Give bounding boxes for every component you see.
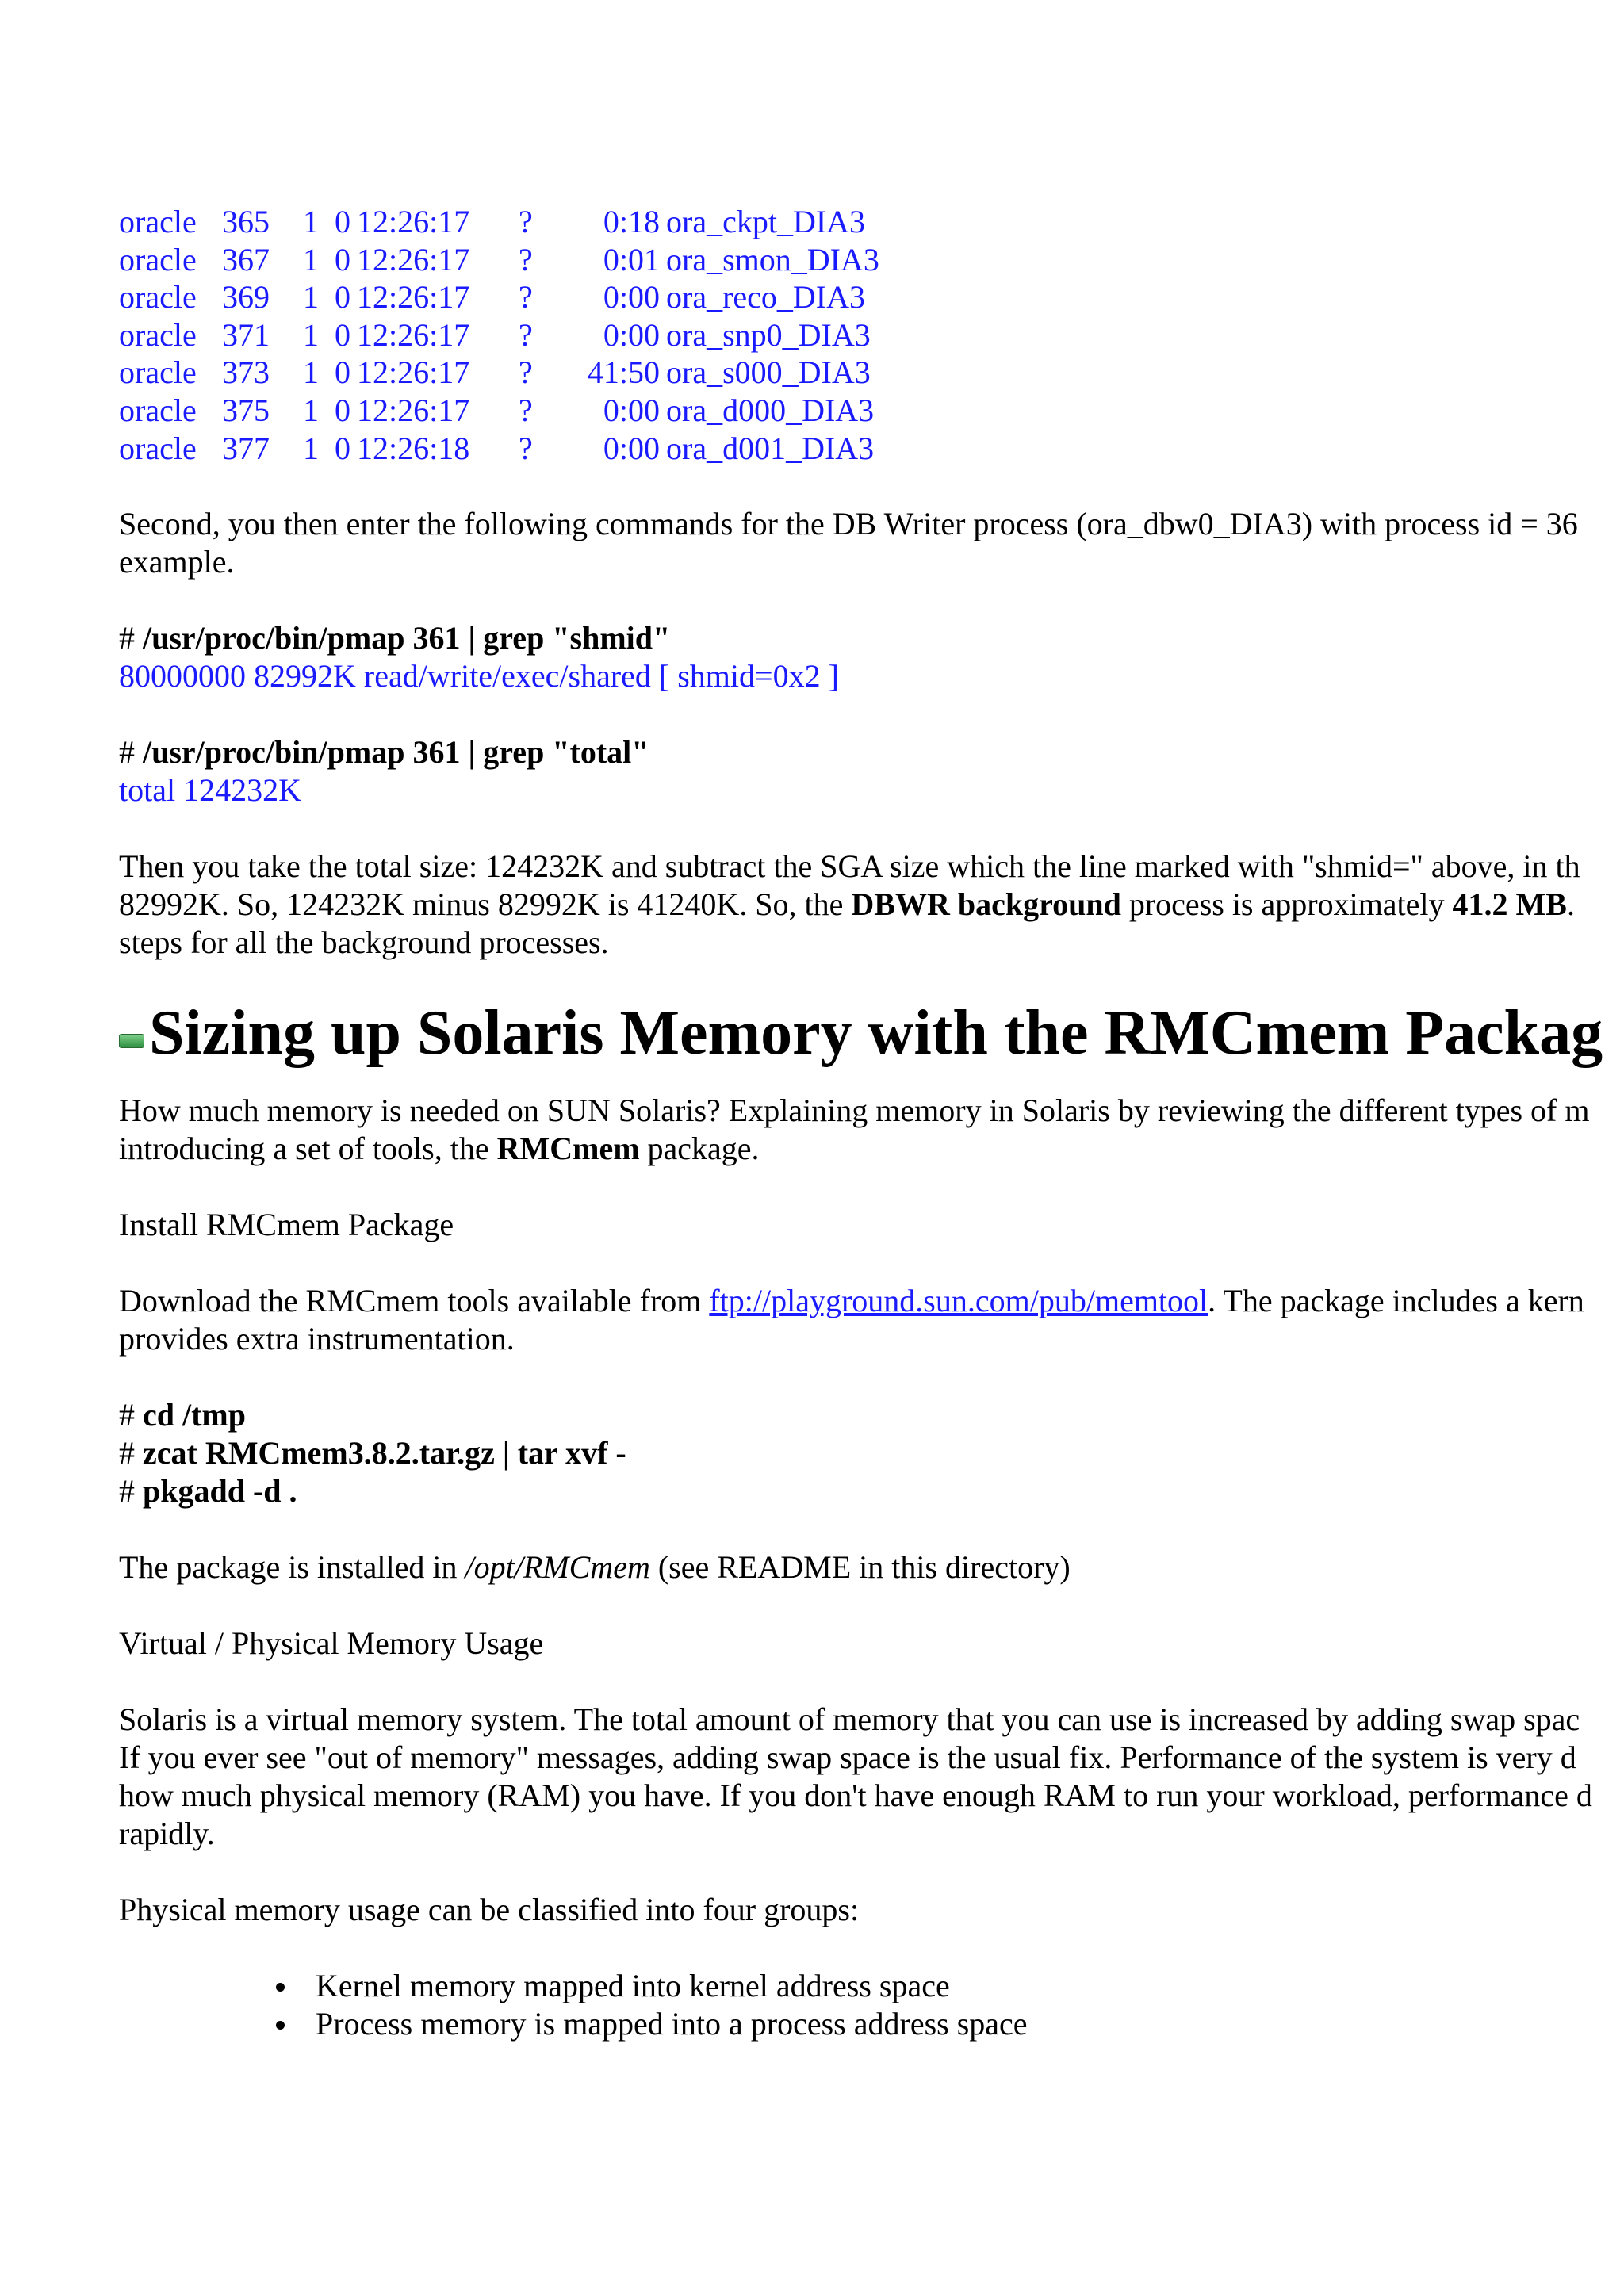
paragraph-virtual-line-1: Solaris is a virtual memory system. The total amount of memory that you can use is increased by adding swap spac	[119, 1701, 1580, 1738]
spacer	[119, 1358, 1624, 1396]
spacer	[119, 809, 1624, 848]
paragraph-virtual-line-3: how much physical memory (RAM) you have. If you don't have enough RAM to run your workload, performance d	[119, 1777, 1592, 1814]
paragraph-virtual-line-4: rapidly.	[119, 1816, 215, 1852]
command-total-output: total 124232K	[119, 772, 301, 809]
ps-row: oracle 371 1 0 12:26:17 ? 0:00 ora_snp0_DIA3	[119, 316, 871, 353]
paragraph-total-line-1: Then you take the total size: 124232K and subtract the SGA size which the line marked with "shmid=" above, in th	[119, 848, 1580, 885]
spacer	[119, 695, 1624, 733]
vm-title: Virtual / Physical Memory Usage	[119, 1625, 544, 1662]
spacer	[119, 1244, 1624, 1282]
spacer	[119, 1510, 1624, 1548]
memory-groups-list	[119, 1967, 1624, 2043]
install-title: Install RMCmem Package	[119, 1207, 454, 1243]
ps-output	[119, 203, 1624, 467]
paragraph-download-line-1: Download the RMCmem tools available from ftp://playground.sun.com/pub/memtool. The package includes a kern	[119, 1283, 1584, 1319]
paragraph-total-line-2: 82992K. So, 124232K minus 82992K is 41240K. So, the DBWR background process is approximately 41.2 MB.	[119, 886, 1575, 923]
paragraph-second-line-1: Second, you then enter the following commands for the DB Writer process (ora_dbw0_DIA3) with process id = 36	[119, 506, 1578, 542]
ps-row: oracle 367 1 0 12:26:17 ? 0:01 ora_smon_DIA3	[119, 241, 879, 277]
document-content	[119, 203, 1624, 2043]
spacer	[119, 467, 1624, 505]
collapse-toggle-icon[interactable]	[119, 1034, 144, 1048]
ps-row: oracle 365 1 0 12:26:17 ? 0:18 ora_ckpt_DIA3	[119, 204, 866, 239]
paragraph-second-line-2: example.	[119, 544, 235, 580]
command-shmid-output: 80000000 82992K read/write/exec/shared [ shmid=0x2 ]	[119, 658, 839, 695]
paragraph-howmuch-line-1: How much memory is needed on SUN Solaris? Explaining memory in Solaris by reviewing the different types of m	[119, 1093, 1590, 1129]
ps-row: oracle 373 1 0 12:26:17 ? 41:50 ora_s000_DIA3	[119, 354, 871, 391]
command-shmid: # /usr/proc/bin/pmap 361 | grep "shmid"	[119, 620, 671, 656]
spacer	[119, 1168, 1624, 1206]
spacer	[119, 1586, 1624, 1624]
section-heading: Sizing up Solaris Memory with the RMCmem Packag	[119, 995, 1624, 1071]
ps-row: oracle 377 1 0 12:26:18 ? 0:00 ora_d001_DIA3	[119, 430, 875, 466]
install-command: # cd /tmp	[119, 1397, 246, 1433]
paragraph-download-line-2: provides extra instrumentation.	[119, 1321, 515, 1357]
command-total: # /usr/proc/bin/pmap 361 | grep "total"	[119, 734, 649, 771]
paragraph-virtual-line-2: If you ever see "out of memory" messages, adding swap space is the usual fix. Performance of the system is very d	[119, 1739, 1576, 1776]
paragraph-howmuch-line-2: introducing a set of tools, the RMCmem package.	[119, 1131, 760, 1167]
spacer	[119, 1853, 1624, 1891]
list-item: Kernel memory mapped into kernel address space	[316, 1967, 1624, 2005]
paragraph-installed: The package is installed in /opt/RMCmem (see README in this directory)	[119, 1549, 1071, 1586]
spacer	[119, 1071, 1624, 1092]
memtool-ftp-link[interactable]: ftp://playground.sun.com/pub/memtool	[709, 1283, 1208, 1319]
spacer	[119, 1929, 1624, 1967]
paragraph-total-line-3: steps for all the background processes.	[119, 924, 609, 961]
paragraph-groups: Physical memory usage can be classified into four groups:	[119, 1892, 860, 1928]
ps-row: oracle 375 1 0 12:26:17 ? 0:00 ora_d000_DIA3	[119, 392, 875, 428]
ps-row: oracle 369 1 0 12:26:17 ? 0:00 ora_reco_DIA3	[119, 279, 865, 316]
install-command: # zcat RMCmem3.8.2.tar.gz | tar xvf -	[119, 1435, 626, 1471]
install-command: # pkgadd -d .	[119, 1473, 297, 1510]
spacer	[119, 962, 1624, 995]
list-item: Process memory is mapped into a process address space	[316, 2005, 1624, 2043]
spacer	[119, 581, 1624, 619]
spacer	[119, 1663, 1624, 1701]
